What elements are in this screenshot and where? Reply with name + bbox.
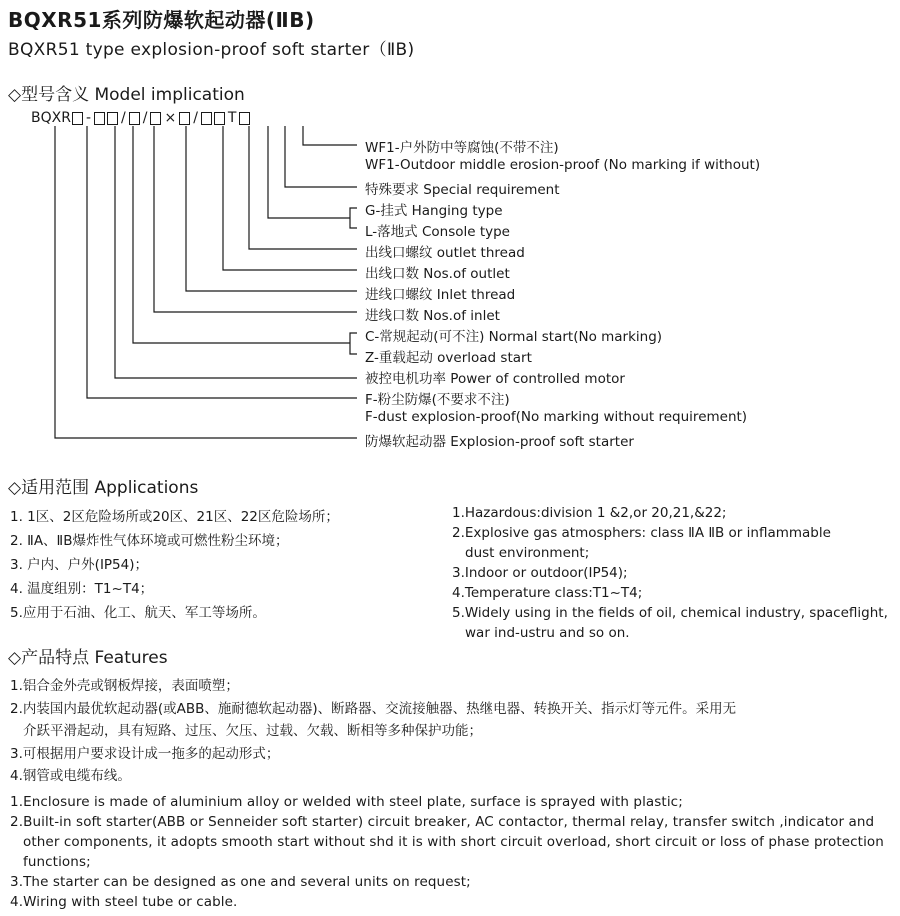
applications-en-list [452,503,888,643]
list-item: 2.内装国内最优软起动器(或ABB、施耐德软起动器)、断路器、交流接触器、热继电器、转换开关、指示灯等元件。采用无 [10,700,737,717]
legend-outlet-thread: 出线口螺纹 outlet thread [365,245,525,261]
connector-dust [87,126,357,398]
list-item: 2. ⅡA、ⅡB爆炸性气体环境或可燃性粉尘环境； [10,533,289,549]
list-item-cont: other components, it adopts smooth start without shd it is with short circuit overload, short circuit or loss of phase protection [23,834,884,850]
connector-power [115,126,357,378]
list-item: 3.The starter can be designed as one and several units on request; [10,874,471,890]
legend-dust-en: F-dust explosion-proof(No marking without requirement) [365,409,748,425]
legend-overload-start: Z-重载起动 overload start [365,350,532,366]
list-item: 4. 温度组别：T1~T4； [10,581,154,597]
legend-outlet-count: 出线口数 Nos.of outlet [365,266,510,282]
applications-cn-list [10,505,339,625]
legend-wf1-en: WF1-Outdoor middle erosion-proof (No marking if without) [365,157,761,173]
features-en-list [10,792,884,912]
features-cn-list [10,675,736,788]
connector-main [55,126,357,438]
legend-wf1-cn: WF1-户外防中等腐蚀(不带不注) [365,140,559,156]
list-item: 4.钢管或电缆布线。 [10,768,131,784]
connector-start [133,126,350,343]
legend-hanging: G-挂式 Hanging type [365,203,503,219]
legend-motor-power: 被控电机功率 Power of controlled motor [365,371,625,387]
legend-special: 特殊要求 Special requirement [365,182,560,198]
list-item: 4.Wiring with steel tube or cable. [10,894,238,910]
model-code-prefix: BQXR [31,110,71,126]
model-heading: ◇型号含义 Model implication [8,85,245,105]
applications-heading: ◇适用范围 Applications [8,478,199,498]
legend-console: L-落地式 Console type [365,224,510,240]
list-item-cont: war ind-ustru and so on. [465,625,630,641]
list-item: 5.Widely using in the fields of oil, chemical industry, spaceflight, [452,605,888,621]
legend-inlet-thread: 进线口螺纹 Inlet thread [365,287,516,303]
connector-special [285,126,357,187]
list-item: 1.Enclosure is made of aluminium alloy or welded with steel plate, surface is sprayed with plastic; [10,794,683,810]
model-code-separator: / [193,110,198,126]
list-item-cont: dust environment; [465,545,590,561]
model-code-separator: / [142,110,148,126]
bracket-start [350,333,357,354]
list-item: 5.应用于石油、化工、航天、军工等场所。 [10,605,266,621]
model-code-separator: × [164,110,177,126]
list-item: 1. 1区、2区危险场所或20区、21区、22区危险场所； [10,509,339,525]
connector-inlet-thread [186,126,357,291]
list-item: 4.Temperature class:T1~T4; [452,585,643,601]
bracket-mount [350,208,357,228]
page-title-cn: BQXR51系列防爆软起动器(ⅡB) [8,8,315,32]
page-title-en: BQXR51 type explosion-proof soft starter（ⅡB) [8,40,415,60]
list-item-cont: functions; [23,854,91,870]
list-item: 3.可根据用户要求设计成一拖多的起动形式； [10,745,280,762]
list-item-cont: 介跃平滑起动，具有短路、过压、欠压、过载、欠载、断相等多种保护功能； [23,723,482,739]
legend-inlet-count: 进线口数 Nos.of inlet [365,308,500,324]
model-code-separator: / [121,110,126,126]
list-item: 1.铝合金外壳或钢板焊接，表面喷塑； [10,678,239,694]
legend-dust-cn: F-粉尘防爆(不要求不注) [365,392,510,408]
connector-mount [268,126,350,218]
list-item: 2.Explosive gas atmosphers: class ⅡA ⅡB or inflammable [452,525,831,541]
model-code-separator: - [85,110,92,126]
list-item: 1.Hazardous:division 1 &2,or 20,21,&22; [452,505,727,521]
connector-inlet-count [154,126,357,312]
list-item: 3. 户内、户外(IP54)； [10,557,149,573]
model-code-separator: T [227,110,237,126]
legend-main: 防爆软起动器 Explosion-proof soft starter [365,434,634,450]
features-heading: ◇产品特点 Features [8,648,168,668]
list-item: 3.Indoor or outdoor(IP54); [452,565,628,581]
legend-normal-start: C-常规起动(可不注) Normal start(No marking) [365,329,663,345]
connector-wf1 [303,126,357,145]
list-item: 2.Built-in soft starter(ABB or Senneider soft starter) circuit breaker, AC contactor, thermal relay, transfer switch ,indicator and [10,814,875,830]
